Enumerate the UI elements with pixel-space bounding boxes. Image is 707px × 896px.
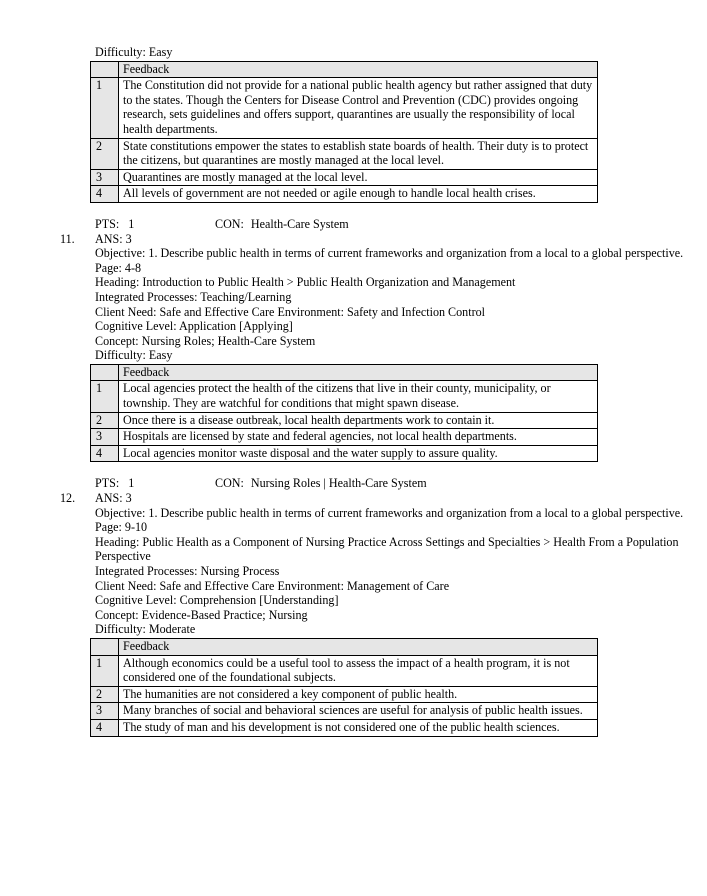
con-group xyxy=(215,217,349,232)
difficulty-line: Difficulty: Easy xyxy=(95,348,173,363)
table-header-row xyxy=(91,364,598,381)
integrated-processes-line: Integrated Processes: Teaching/Learning xyxy=(95,289,292,304)
question-block-12 xyxy=(0,491,707,637)
ans-line: ANS: 3 xyxy=(95,231,132,246)
pts-label: PTS: xyxy=(95,476,120,491)
row-number: 1 xyxy=(91,381,119,412)
concept-line: Concept: Nursing Roles; Health-Care System xyxy=(95,333,316,348)
pts-label: PTS: xyxy=(95,216,120,231)
table-header-row xyxy=(91,638,598,655)
table-row xyxy=(91,78,598,138)
cognitive-level-line: Cognitive Level: Comprehension [Understanding] xyxy=(95,593,339,608)
row-feedback: The study of man and his development is not considered one of the public health sciences. xyxy=(119,719,598,736)
client-need-line: Client Need: Safe and Effective Care Environment: Safety and Infection Control xyxy=(95,304,486,319)
con-value: Health-Care System xyxy=(250,216,349,231)
con-group xyxy=(215,476,427,491)
con-label: CON: xyxy=(215,476,244,491)
table-row xyxy=(91,412,598,429)
header-feedback-cell: Feedback xyxy=(119,61,598,78)
cognitive-level-line: Cognitive Level: Application [Applying] xyxy=(95,319,293,334)
heading-line: Heading: Public Health as a Component of Nursing Practice Across Settings and Specialties > Health From a Population Perspective xyxy=(95,534,679,564)
question-number-12: 12. xyxy=(60,491,76,506)
feedback-table-11 xyxy=(90,364,598,463)
spacer xyxy=(0,203,707,217)
row-number: 2 xyxy=(91,412,119,429)
integrated-processes-line: Integrated Processes: Nursing Process xyxy=(95,564,280,578)
client-need-line: Client Need: Safe and Effective Care Environment: Management of Care xyxy=(95,578,450,593)
row-feedback: Hospitals are licensed by state and federal agencies, not local health departments. xyxy=(119,429,598,446)
heading-line: Heading: Introduction to Public Health > Public Health Organization and Management xyxy=(95,275,516,290)
page-line: Page: 9-10 xyxy=(95,520,148,535)
table-row xyxy=(91,655,598,686)
difficulty-line: Difficulty: Easy xyxy=(95,45,173,59)
row-number: 1 xyxy=(91,78,119,138)
pts-con-row-11 xyxy=(0,476,707,491)
row-feedback: Local agencies monitor waste disposal and the water supply to assure quality. xyxy=(119,445,598,462)
row-number: 4 xyxy=(91,445,119,462)
row-number: 3 xyxy=(91,703,119,720)
row-feedback: State constitutions empower the states to establish state boards of health. Their duty is to protect the citizens, but quarantines are mostly managed at the local level. xyxy=(119,138,598,169)
row-feedback: Once there is a disease outbreak, local health departments work to contain it. xyxy=(119,412,598,429)
spacer xyxy=(0,462,707,476)
question-block-top xyxy=(0,45,707,60)
row-feedback: Quarantines are mostly managed at the local level. xyxy=(119,169,598,186)
table-header-row xyxy=(91,61,598,78)
header-number-cell xyxy=(91,638,119,655)
row-number: 2 xyxy=(91,138,119,169)
row-feedback: Local agencies protect the health of the citizens that live in their county, municipality, or township. They are watchful for conditions that might spawn disease. xyxy=(119,381,598,412)
table-row xyxy=(91,186,598,203)
row-feedback: The Constitution did not provide for a national public health agency but rather assigned that duty to the states. Though the Centers for Disease Control and Prevention (CDC) provides ongoing research, sets guidelines and offers support, quarantines are usually the responsibility of local health departments. xyxy=(119,78,598,138)
table-row xyxy=(91,429,598,446)
difficulty-line: Difficulty: Moderate xyxy=(95,622,196,637)
objective-line: Objective: 1. Describe public health in terms of current frameworks and organization from a local to a global perspective. xyxy=(95,246,684,261)
row-number: 4 xyxy=(91,186,119,203)
question-block-11 xyxy=(0,232,707,363)
table-row xyxy=(91,703,598,720)
row-number: 4 xyxy=(91,719,119,736)
row-feedback: Many branches of social and behavioral sciences are useful for analysis of public health issues. xyxy=(119,703,598,720)
table-row xyxy=(91,686,598,703)
feedback-table-top xyxy=(90,61,598,203)
table-row xyxy=(91,381,598,412)
table-row xyxy=(91,445,598,462)
header-feedback-cell: Feedback xyxy=(119,638,598,655)
objective-line: Objective: 1. Describe public health in terms of current frameworks and organization from a local to a global perspective. xyxy=(95,505,684,520)
table-row xyxy=(91,719,598,736)
table-row xyxy=(91,169,598,186)
concept-line: Concept: Evidence-Based Practice; Nursing xyxy=(95,607,308,622)
row-number: 3 xyxy=(91,429,119,446)
header-number-cell xyxy=(91,364,119,381)
page-line: Page: 4-8 xyxy=(95,260,142,275)
row-number: 3 xyxy=(91,169,119,186)
header-feedback-cell: Feedback xyxy=(119,364,598,381)
question-number-11: 11. xyxy=(60,231,75,246)
con-value: Nursing Roles | Health-Care System xyxy=(250,476,427,491)
row-feedback: All levels of government are not needed or agile enough to handle local health crises. xyxy=(119,186,598,203)
row-number: 2 xyxy=(91,686,119,703)
feedback-table-12 xyxy=(90,638,598,737)
pts-value: 1 xyxy=(128,476,135,491)
row-number: 1 xyxy=(91,655,119,686)
pts-value: 1 xyxy=(128,216,135,231)
row-feedback: Although economics could be a useful tool to assess the impact of a health program, it is not considered one of the foundational subjects. xyxy=(119,655,598,686)
ans-line: ANS: 3 xyxy=(95,491,132,506)
row-feedback: The humanities are not considered a key component of public health. xyxy=(119,686,598,703)
pts-con-row-top xyxy=(0,217,707,232)
con-label: CON: xyxy=(215,216,244,231)
table-row xyxy=(91,138,598,169)
header-number-cell xyxy=(91,61,119,78)
